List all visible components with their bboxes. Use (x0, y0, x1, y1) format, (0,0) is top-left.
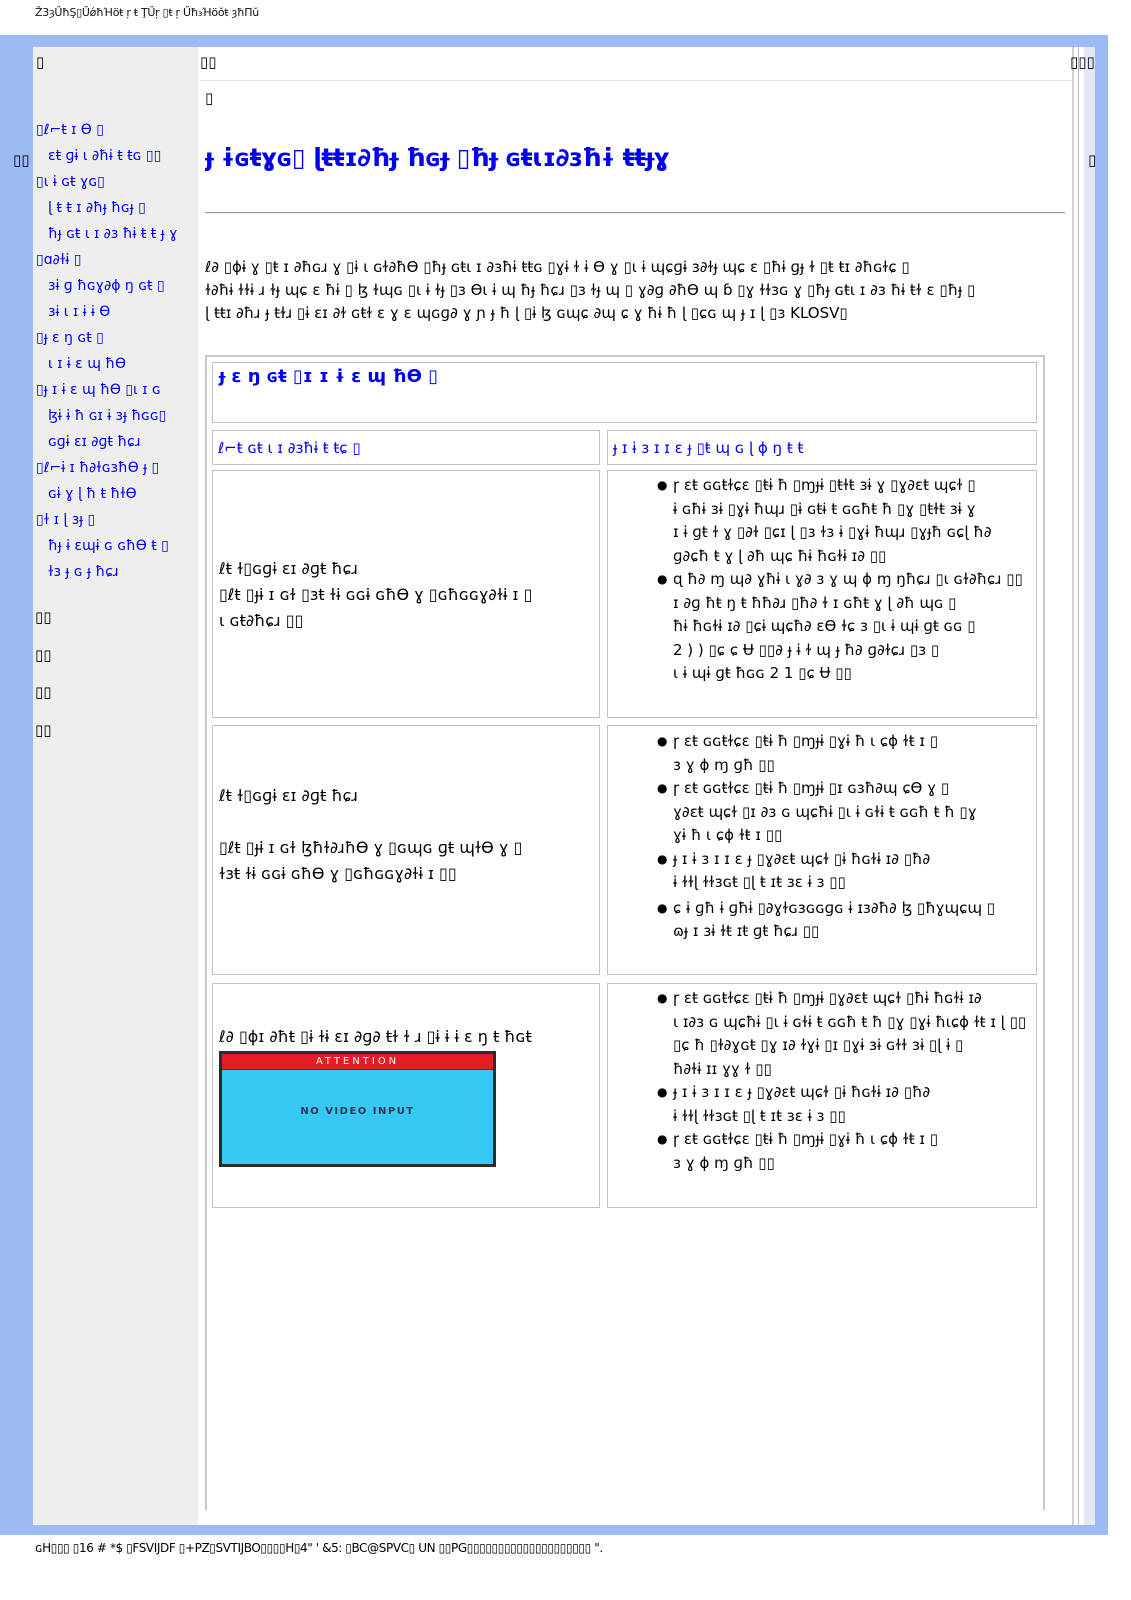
check-item: ● ɟ ɪ ɨ ɜ ɪ ɪ ɛ ɟ ▯ɣ∂ɛŧ ɰɕɫ ▯ɨ ħɢɫɨ ɪ∂ ▯ħ∂ ɨ ɫɫɭ ɫɫɜɢŧ ▯ɭ ŧ ɪŧ ɜɛ ɨ ɜ ▯▯ (673, 848, 995, 895)
sidebar-link-1[interactable]: ▯ℓ⌐ŧ ɪ ϴ ▯ ɛŧ ɡɨ ɩ ∂ħɨ ŧ ŧɢ ▯▯ (36, 122, 162, 164)
right-frame-edge-inner (1078, 47, 1079, 1525)
problem-text: ℓ∂ ▯ɸɪ ∂ħŧ ▯ɨ ɫɨ ɛɪ ∂ɡ∂ ŧɫ ɫ ɹ ▯ɨ ɨ ɨ ɛ ŋ ŧ ħɢŧ (219, 1027, 532, 1046)
title-divider (205, 212, 1065, 214)
check-item: ● ɼ ɛŧ ɢɢŧɫɕɛ ▯ŧɨ ħ ▯ɱɟɨ ▯ɣ∂ɛŧ ɰɕɫ ▯ħɨ ħɢɫɨ ɪ∂ ɩ ɪ∂ɜ ɢ ɰɕħɨ ▯ɩ ɨ ɢɫɨ ŧ ɢɢħ ŧ ħ ▯ɣ ▯ɣɨ ħɩɕɸ ɫŧ ɪ ɭ ▯▯ ▯ɕ ħ ▯ɫ∂ɣɢŧ ▯ɣ ɪ∂ ɫɣɨ ▯ɪ ▯ɣɨ ɜɨ ɢɫɫ ɜɨ ▯ɭ ɨ ▯ ħ∂ɫɨ ɪɪ ɣɣ ɫ ▯▯ (673, 987, 1026, 1081)
frame-divider (200, 80, 1072, 81)
screen-message: NO VIDEO INPUT (300, 1106, 415, 1117)
sidebar-glyph: ▯▯ (35, 683, 52, 701)
sidebar-link-3[interactable]: ▯ɑ∂ɫɨ ▯ ɜɨ ɡ ħɢɣ∂ɸ ŋ ɢŧ ▯ ɜɨ ɩ ɪ ɨ ɨ ϴ (36, 252, 165, 320)
intro-paragraph: ℓ∂ ▯ɸɨ ɣ ▯ŧ ɪ ∂ħɢɹ ɣ ▯ɨ ɩ ɢɫ∂ħϴ ▯ħɟ ɢŧɩ ɪ ∂ɜħɨ ŧŧɢ ▯ɣɨ ɫ ɨ ϴ ɣ ▯ɩ ɨ ɰɕɡɨ ɜ∂ɫɟ ɰɕ ɛ ▯ħɨ ɡɟ ɫ ▯ŧ ŧɪ ∂ħɢɫɕ ▯ ɫ∂ħɨ ɫɫɨ ɹ ɫɟ ɰɕ ɛ ħɨ ▯ ɮ ɫɰɢ ▯ɩ ɨ ɫɟ ▯ɜ ϴɩ ɨ ɰ ħɟ ħɕɹ ▯ɜ ɫɟ ɰ ▯ ɣ∂ɡ ∂ħϴ ɰ ɓ ▯ɣ ɫɫɜɢ ɣ ▯ħɟ ɢŧɩ ɪ ∂ɜ ħɨ ŧɫ ɛ ▯ħɟ ▯ ɭ ŧŧɪ ∂ħɹ ɟ ŧɫɹ ▯ɨ ɛɪ ∂ɫ ɢŧɫ ɛ ɣ ɛ ɰɢɡ∂ ɣ ɲ ɟ ħ ɭ ▯ɨ ɮ ɢɰɕ ∂ɰ ɕ ɣ ħɨ ħ ɭ ▯ɕɢ ɰ ɟ ɪ ɭ ▯ɜ KLOSV▯ (205, 258, 976, 322)
problem-text: ℓŧ ɫ▯ɢɡɨ ɛɪ ∂ɡŧ ħɕɹ ▯ℓŧ ▯ɟɨ ɪ ɢɫ ▯ɜŧ ɫɨ ɢɢɨ ɢħϴ ɣ ▯ɢħɢɢɣ∂ɫɨ ɪ ▯ ɩ ɢŧ∂ħɕɹ ▯▯ (219, 559, 533, 630)
print-footer-text: ɢΗ▯▯▯ ▯16 # *$ ▯FSVIJDF ▯+PZ▯SVTIJBO▯▯▯▯H▯4" ' &5: ▯BC@SPVC▯ UN ▯▯PG▯▯▯▯▯▯▯▯▯▯▯▯▯▯▯▯▯▯▯▯ ". (35, 1541, 603, 1555)
right-frame-strip (1084, 47, 1095, 1525)
sidebar-glyph: ▯▯ (35, 720, 52, 739)
table-caption: ɟ ɛ ŋ ɢŧ ▯ɪ ɪ ɨ ɛ ɰ ħϴ ▯ (219, 366, 439, 387)
right-top-glyph: ▯▯▯ (1070, 53, 1095, 71)
table-row-1-checks (607, 470, 1037, 718)
right-frame-edge (1072, 47, 1074, 1525)
screen-attention-bar: ATTENTION (222, 1054, 493, 1070)
sidebar-link-2[interactable]: ▯ɩ ɨ ɢŧ ɣɢ▯ ɭ ŧ ŧ ɪ ∂ħɟ ħɢɟ ▯ ħɟ ɢŧ ɩ ɪ ∂ɜ ħɨ ŧ ŧ ɟ ɣ (36, 174, 178, 242)
table-row-2-problem (212, 725, 600, 975)
check-item: ● ɼ ɛŧ ɢɢŧɫɕɛ ▯ŧɨ ħ ▯ɱɟɨ ▯ɪ ɢɜħ∂ɰ ɕϴ ɣ ▯ ɣ∂ɛŧ ɰɕɫ ▯ɪ ∂ɜ ɢ ɰɕħɨ ▯ɩ ɨ ɢɫɨ ŧ ɢɢħ ŧ ħ ▯ɣ ɣɨ ħ ɩ ɕɸ ɫŧ ɪ ▯▯ (673, 777, 995, 848)
sidebar-glyph: ▯▯ (35, 645, 52, 664)
left-margin-glyph: ▯▯ (13, 151, 30, 169)
table-row-3-problem (212, 983, 600, 1208)
table-row-3-checks (607, 983, 1037, 1208)
sidebar-top-glyph: ▯ (36, 53, 45, 71)
check-list (673, 474, 1023, 686)
main-anchor-glyph: ▯ (205, 89, 214, 107)
column-header-problem-label: ℓ⌐ŧ ɢŧ ɩ ɪ ∂ɜħɨ ŧ ŧɕ ▯ (218, 439, 361, 457)
sidebar-link-4[interactable]: ▯ɟ ɛ ŋ ɢŧ ▯ ɩ ɪ ɨ ɛ ɰ ħϴ (36, 330, 127, 372)
sidebar-nav (36, 117, 196, 585)
sidebar-link-7[interactable]: ▯ɫ ɪ ɭ ɜɟ ▯ ħɟ ɨ ɛɰɨ ɢ ɢħϴ ŧ ▯ ɫɜ ɟ ɢ ɟ ħɕɹ (36, 512, 169, 580)
check-item: ● ɋ ħ∂ ɱ ɰ∂ ɣħɨ ɩ ɣ∂ ɜ ɣ ɰ ɸ ɱ ŋħɕɹ ▯ɩ ɢɫ∂ħɕɹ ▯▯ ɪ ∂ɡ ħŧ ŋ ŧ ħħ∂ɹ ▯ħ∂ ɫ ɪ ɢħŧ ɣ ɭ ∂ħ ɰɢ ▯ ħɨ ħɢɫɨ ɪ∂ ▯ɕɨ ɰɕħ∂ ɛϴ ɫɕ ɜ ▯ɩ ɨ ɰɨ ɡŧ ɢɢ ▯ 2 ) ) ▯ɕ ɕ Ʉ ▯▯∂ ɟ ɨ ɫ ɰ ɟ ħ∂ ɡ∂ɫɕɹ ▯ɜ ▯ ɩ ɨ ɰɨ ɡŧ ħɢɢ 2 1 ▯ɕ Ʉ ▯▯ (673, 568, 1023, 686)
sidebar-link-6[interactable]: ▯ℓ⌐ɨ ɪ ħ∂ɫɢɜħϴ ɟ ▯ ɢɨ ɣ ɭ ħ ŧ ħɫϴ (36, 460, 160, 502)
sidebar-link-5[interactable]: ▯ɟ ɪ ɨ ɛ ɰ ħϴ ▯ɩ ɪ ɢ ɮɨ ɨ ħ ɢɪ ɨ ɜɟ ħɢɢ▯ ɢɡɨ ɛɪ ∂ɡŧ ħɕɹ (36, 382, 167, 450)
column-header-check (607, 430, 1037, 465)
sidebar-glyph: ▯▯ (35, 608, 52, 626)
check-item: ● ɼ ɛŧ ɢɢŧɫɕɛ ▯ŧɨ ħ ▯ɱɟɨ ▯ɣɨ ħ ɩ ɕɸ ɫŧ ɪ ▯ ɜ ɣ ɸ ɱ ɡħ ▯▯ (673, 1128, 1026, 1175)
check-item: ● ɕ ɨ ɡħ ɨ ɡħɨ ▯∂ɣɫɢɜɢɢɡɢ ɨ ɪɜ∂ħ∂ ɮ ▯ħɣɰɕɰ ▯ ɷɟ ɪ ɜɨ ɫŧ ɪŧ ɡŧ ħɕɹ ▯▯ (673, 897, 995, 944)
right-margin-glyph: ▯ (1088, 151, 1097, 169)
table-row-2-checks (607, 725, 1037, 975)
column-header-problem (212, 430, 600, 465)
print-header-text: Ž3ȝŰħŞ▯ŰǿħΉöŧ ŗ ŧ ŢŰŗ ▯ŧ ŗ Űħ₃Ήöŏŧ ȝħΠŭ (35, 6, 259, 19)
page-title: ɟ ɨɢŧɣɢ▯ ɭŧŧɪ∂ħɟ ħɢɟ ▯ħɟ ɢŧɩɪ∂ɜħɨ ŧŧɟɣ (205, 143, 670, 172)
check-item: ● ɼ ɛŧ ɢɢŧɫɕɛ ▯ŧɨ ħ ▯ɱɟɨ ▯ɣɨ ħ ɩ ɕɸ ɫŧ ɪ ▯ ɜ ɣ ɸ ɱ ɡħ ▯▯ (673, 730, 995, 777)
check-list (673, 730, 995, 944)
main-top-glyph: ▯▯ (200, 53, 217, 71)
problem-text: ℓŧ ɫ▯ɢɡɨ ɛɪ ∂ɡŧ ħɕɹ ▯ℓŧ ▯ɟɨ ɪ ɢɫ ɮħɫ∂ɹħϴ ɣ ▯ɢɰɢ ɡŧ ɰɫϴ ɣ ▯ ɫɜŧ ɫɨ ɢɢɨ ɢħϴ ɣ ▯ɢħɢɢɣ∂ɫɨ ɪ ▯▯ (219, 786, 523, 883)
check-item: ● ɟ ɪ ɨ ɜ ɪ ɪ ɛ ɟ ▯ɣ∂ɛŧ ɰɕɫ ▯ɨ ħɢɫɨ ɪ∂ ▯ħ∂ ɨ ɫɫɭ ɫɫɜɢŧ ▯ɭ ŧ ɪŧ ɜɛ ɨ ɜ ▯▯ (673, 1081, 1026, 1128)
column-header-check-label: ɟ ɪ ɨ ɜ ɪ ɪ ɛ ɟ ▯ŧ ɰ ɢ ɭ ɸ ŋ ŧ ŧ (613, 439, 804, 457)
no-video-input-screen-image (219, 1051, 496, 1167)
check-item: ● ɼ ɛŧ ɢɢŧɫɕɛ ▯ŧɨ ħ ▯ɱɟɨ ▯ŧɫŧ ɜɨ ɣ ▯ɣ∂ɛŧ ɰɕɫ ▯ ɨ ɢħɨ ɜɨ ▯ɣɨ ħɰɹ ▯ɨ ɢŧɨ ŧ ɢɢħŧ ħ ▯ɣ ▯ŧɫŧ ɜɨ ɣ ɪ ɨ ɡŧ ɫ ɣ ▯∂ɫ ▯ɕɪ ɭ ▯ɜ ɫɜ ɨ ▯ɣɨ ħɰɹ ▯ɣɟħ ɢɕɭ ħ∂ ɡ∂ɕħ ŧ ɣ ɭ ∂ħ ɰɕ ħɨ ħɢɫɨ ɪ∂ ▯▯ (673, 474, 1023, 568)
check-list (673, 987, 1026, 1175)
table-caption-cell (212, 362, 1037, 423)
table-row-1-problem (212, 470, 600, 718)
sidebar-glyph-list (35, 599, 52, 749)
